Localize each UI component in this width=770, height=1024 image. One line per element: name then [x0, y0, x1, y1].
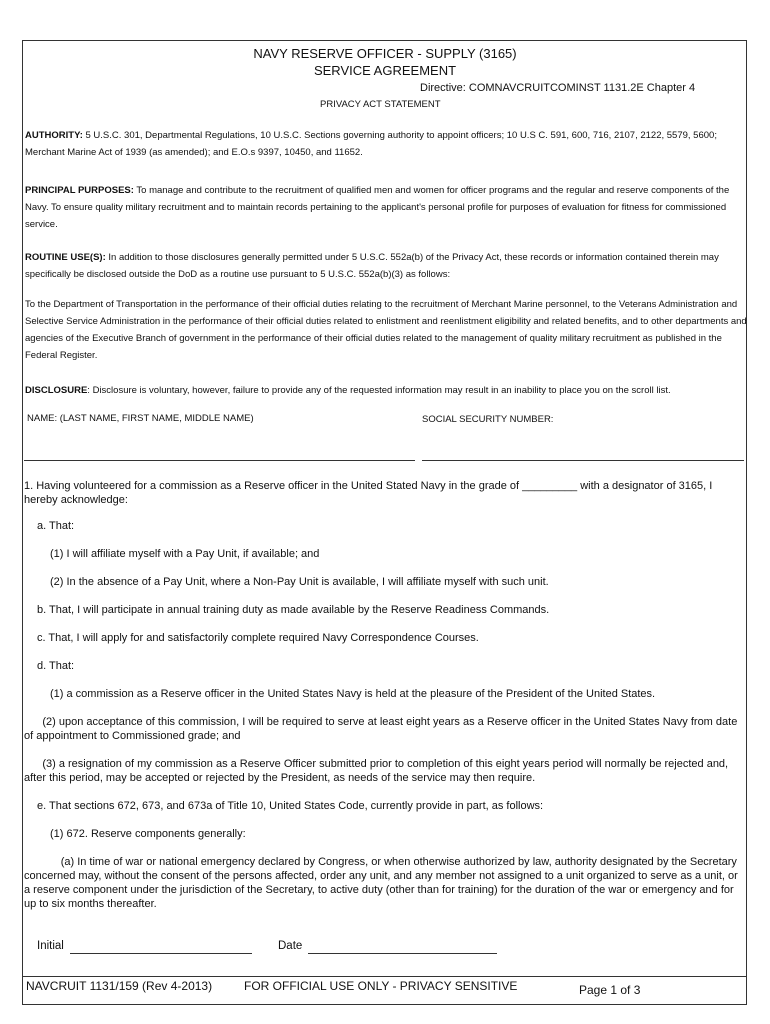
ssn-label: SOCIAL SECURITY NUMBER:	[422, 414, 554, 425]
purposes-label: PRINCIPAL PURPOSES:	[25, 185, 134, 196]
routine-text: In addition to those disclosures generally permitted under 5 U.S.C. 552a(b) of the Privacy Act, these records or information contained therein may specifically be disclosed outside the DoD as a routine use pursuant to 5 U.S.C. 552a(b)(3) as follows:	[25, 252, 719, 280]
routine-use-paragraph	[25, 249, 747, 283]
item-b: b. That, I will participate in annual training duty as made available by the Reserve Readiness Commands.	[37, 604, 550, 616]
item-a: a. That:	[37, 520, 75, 532]
purposes-text: To manage and contribute to the recruitment of qualified men and women for officer programs and the regular and reserve components of the Navy. To ensure quality military recruitment and to maintain records pertaining to the applicant's personal profile for purposes of evaluation for fitness for commissioned service.	[25, 185, 730, 230]
initial-field[interactable]	[70, 953, 252, 954]
item-d: d. That:	[37, 660, 75, 672]
initial-label: Initial	[37, 940, 64, 952]
privacy-notice: FOR OFFICIAL USE ONLY - PRIVACY SENSITIVE	[244, 979, 518, 993]
ssn-field[interactable]	[422, 460, 744, 461]
authority-label: AUTHORITY:	[25, 130, 83, 141]
item-e1a: (a) In time of war or national emergency declared by Congress, or when otherwise authorized by law, authority designated by the Secretary concerned may, without the consent of the persons affected, order any unit, and any member not assigned to a unit organized to serve as a unit, or a reserve component under the jurisdiction of the Secretary, to active duty (other than for training) for the duration of the war or emergency and for up to six months thereafter.	[24, 856, 741, 910]
disclosure-label: DISCLOSURE	[25, 385, 88, 396]
name-label: NAME: (LAST NAME, FIRST NAME, MIDDLE NAME)	[27, 413, 254, 424]
item-d2: (2) upon acceptance of this commission, I will be required to serve at least eight years as a Reserve officer in the United States Navy from date of appointment to Commissioned grade; and	[24, 716, 741, 742]
disclosure-text: : Disclosure is voluntary, however, failure to provide any of the requested information may result in an inability to place you on the scroll list.	[87, 385, 671, 396]
privacy-heading: PRIVACY ACT STATEMENT	[320, 99, 441, 110]
item-a2: (2) In the absence of a Pay Unit, where a Non-Pay Unit is available, I will affiliate myself with such unit.	[50, 576, 549, 588]
purposes-paragraph	[25, 182, 747, 233]
item-c: c. That, I will apply for and satisfactorily complete required Navy Correspondence Courses.	[37, 632, 479, 644]
routine-label: ROUTINE USE(S):	[25, 252, 106, 263]
directive: Directive: COMNAVCRUITCOMINST 1131.2E Chapter 4	[420, 82, 696, 94]
authority-paragraph	[25, 127, 747, 161]
date-label: Date	[278, 940, 303, 952]
item-d1: (1) a commission as a Reserve officer in the United States Navy is held at the pleasure of the President of the United States.	[50, 688, 656, 700]
disclosure-paragraph	[25, 382, 747, 399]
date-field[interactable]	[308, 953, 497, 954]
form-subtitle: SERVICE AGREEMENT	[313, 63, 457, 78]
item-e: e. That sections 672, 673, and 673a of Title 10, United States Code, currently provide in part, as follows:	[37, 800, 544, 812]
agreement-paragraph-1: 1. Having volunteered for a commission as a Reserve officer in the United Stated Navy in the grade of _________ with a designator of 3165, I hereby acknowledge:	[24, 480, 713, 506]
item-a1: (1) I will affiliate myself with a Pay Unit, if available; and	[50, 548, 320, 560]
item-d3: (3) a resignation of my commission as a Reserve Officer submitted prior to completion of this eight years period will normally be rejected and, after this period, may be accepted or rejected by the President, as needs of the service may then require.	[24, 758, 732, 784]
name-field[interactable]	[24, 460, 415, 461]
footer-divider	[22, 976, 747, 977]
form-number: NAVCRUIT 1131/159 (Rev 4-2013)	[26, 979, 213, 993]
authority-text: 5 U.S.C. 301, Departmental Regulations, 10 U.S.C. Sections governing authority to appoint officers; 10 U.S C. 591, 600, 716, 2107, 2122, 5579, 5600; Merchant Marine Act of 1939 (as amended); and E.O.s 9397, 10450, and 11652.	[25, 130, 717, 158]
routine-use-details: To the Department of Transportation in the performance of their official duties relating to the recruitment of Merchant Marine personnel, to the Veterans Administration and Selective Service Administration in the performance of their official duties related to enlistment and reenlistment eligibility and related benefits, and to other departments and agencies of the Executive Branch of government in the performance of their official duties related to the management of quality military recruitment as published in the Federal Register.	[25, 299, 747, 361]
form-title: NAVY RESERVE OFFICER - SUPPLY (3165)	[253, 46, 517, 61]
page-number: Page 1 of 3	[579, 983, 641, 997]
item-e1: (1) 672. Reserve components generally:	[50, 828, 246, 840]
